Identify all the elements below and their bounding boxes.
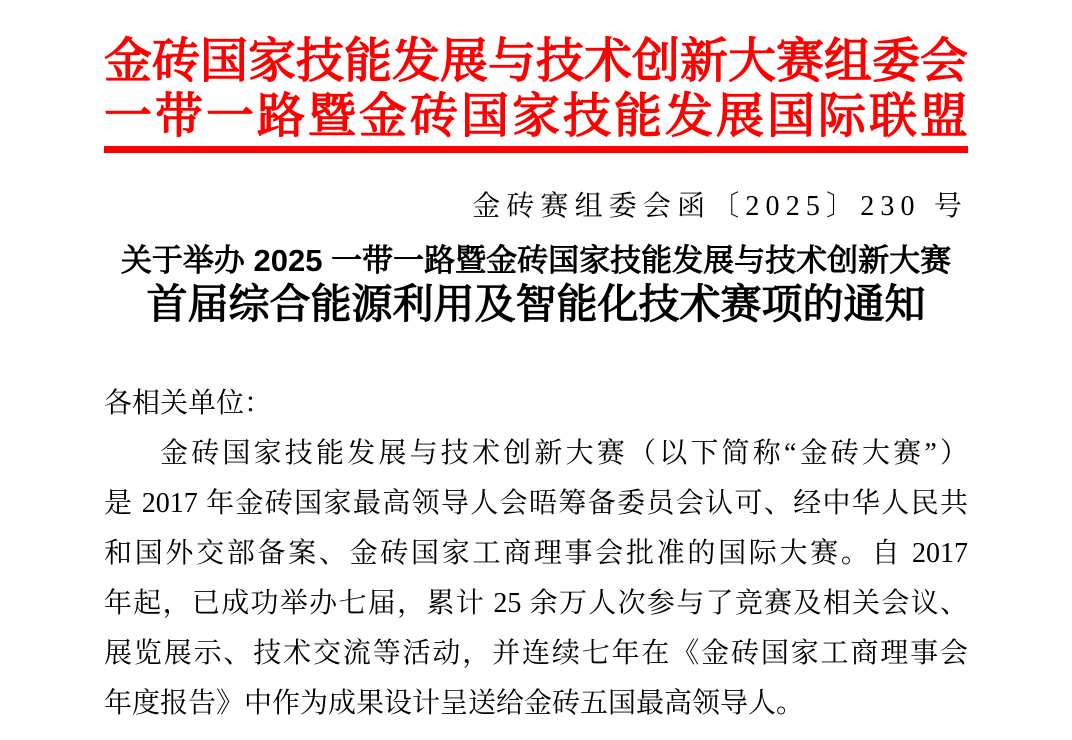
paragraph-line: 年度报告》中作为成果设计呈送给金砖五国最高领导人。 xyxy=(104,688,805,719)
doc-number: 金砖赛组委会函〔2025〕230 号 xyxy=(472,191,968,222)
paragraph-line: 年起，已成功举办七届，累计 25 余万人次参与了竞赛及相关会议、 xyxy=(104,588,968,619)
body-text xyxy=(104,379,968,729)
letterhead-org-line-2: 一带一路暨金砖国家技能发展国际联盟 xyxy=(104,90,968,143)
notice-title xyxy=(104,241,968,327)
paragraph-line: 和国外交部备案、金砖国家工商理事会批准的国际大赛。自 2017 xyxy=(104,538,968,569)
notice-title-line-1: 关于举办 2025 一带一路暨金砖国家技能发展与技术创新大赛 xyxy=(120,243,952,278)
letterhead-org-line-1: 金砖国家技能发展与技术创新大赛组委会 xyxy=(104,35,969,88)
salutation: 各相关单位： xyxy=(104,388,273,419)
notice-title-line-2: 首届综合能源利用及智能化技术赛项的通知 xyxy=(146,281,926,327)
letterhead xyxy=(104,34,968,153)
paragraph-line: 金砖国家技能发展与技术创新大赛（以下简称“金砖大赛”） xyxy=(160,438,968,469)
document-content xyxy=(104,34,968,729)
paragraph-line: 是 2017 年金砖国家最高领导人会晤筹备委员会认可、经中华人民共 xyxy=(104,488,968,519)
paragraph-line: 展览展示、技术交流等活动，并连续七年在《金砖国家工商理事会 xyxy=(104,638,968,669)
red-separator-rule xyxy=(104,146,968,153)
